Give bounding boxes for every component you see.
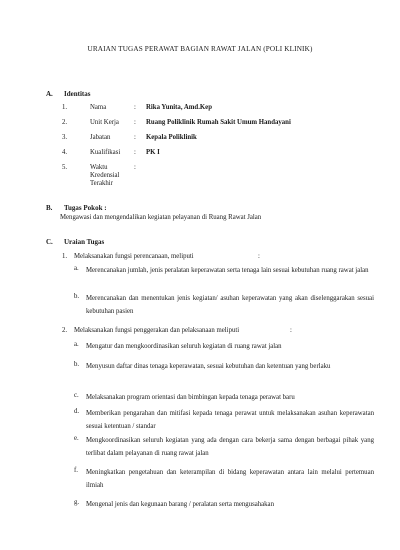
item-2-colon: :	[290, 327, 292, 334]
row-number: 4.	[62, 149, 68, 156]
item-1-number: 1.	[62, 253, 68, 260]
list-marker: b.	[74, 293, 80, 300]
item-2-text: Melaksanakan fungsi penggerakan dan pelaksanaan meliputi	[74, 327, 240, 334]
row-value: Kepala Poliklinik	[146, 134, 197, 141]
list-marker: a.	[74, 341, 79, 348]
row-value: PK I	[146, 149, 160, 156]
list-marker: g.	[74, 499, 80, 506]
document-title: URAIAN TUGAS PERAWAT BAGIAN RAWAT JALAN (POLI KLINIK)	[87, 45, 313, 53]
list-text: Merencanakan dan menentukan jenis kegiatan/ asuhan keperawatan yang akan diselenggarakan sesuai kebutuhan pasien	[86, 295, 374, 315]
list-text: Merencanakan jumlah, jenis peralatan keperawatan serta tenaga lain sesuai kebutuhan ruang rawat jalan	[86, 267, 369, 274]
row-label: Unit Kerja	[90, 119, 119, 126]
section-a-title: Identitas	[64, 90, 91, 98]
section-c-heading	[46, 238, 104, 246]
row-value: Ruang Poliklinik Rumah Sakit Umum Handayani	[146, 119, 291, 126]
row-colon: :	[134, 164, 136, 171]
list-marker: f.	[74, 467, 78, 474]
list-text: Melaksanakan program orientasi dan bimbingan kepada tenaga perawat baru	[86, 394, 295, 401]
section-c-title: Uraian Tugas	[64, 238, 105, 246]
section-b-heading	[46, 204, 107, 212]
list-marker: c.	[74, 392, 79, 399]
row-number: 5.	[62, 164, 68, 171]
list-text: Mengenal jenis dan kegunaan barang / peralatan serta mengusahakan	[86, 501, 274, 508]
row-label: Waktu Kredensial Terakhir	[90, 164, 120, 187]
row-label: Jabatan	[90, 134, 111, 141]
list-text: Mengkoordinasikan seluruh kegiatan yang ada dengan cara bekerja sama dengan berbagai pihak yang terlibat dalam pelayanan di ruang rawat jalan	[86, 437, 374, 457]
row-colon: :	[134, 134, 136, 141]
row-value: Rika Yunita, Amd.Kep	[146, 104, 212, 111]
list-marker: b.	[74, 361, 80, 368]
section-c-letter: C.	[46, 238, 53, 246]
item-2-number: 2.	[62, 327, 68, 334]
list-text: Meningkatkan pengetahuan dan keterampilan di bidang keperawatan antara lain melalui pertemuan ilmiah	[86, 469, 374, 489]
row-number: 2.	[62, 119, 68, 126]
row-label: Nama	[90, 104, 107, 111]
section-a-letter: A.	[46, 90, 53, 98]
row-colon: :	[134, 119, 136, 126]
section-b-text: Mengawasi dan mengendalikan kegiatan pelayanan di Ruang Rawat Jalan	[60, 214, 262, 221]
row-colon: :	[134, 104, 136, 111]
section-b-letter: B.	[46, 204, 53, 212]
item-1-colon: :	[258, 253, 260, 260]
list-text: Mengatur dan mengkoordinasikan seluruh kegiatan di ruang rawat jalan	[86, 343, 282, 350]
section-a-heading	[46, 90, 90, 98]
list-marker: e.	[74, 435, 79, 442]
list-text: Memberikan pengarahan dan mitifasi kepada tenaga perawat untuk melaksanakan asuhan keperawatan sesuai ketentuan / standar	[86, 410, 374, 430]
row-label: Kualifikasi	[90, 149, 121, 156]
row-number: 3.	[62, 134, 68, 141]
row-colon: :	[134, 149, 136, 156]
section-b-title: Tugas Pokok :	[64, 204, 107, 212]
list-marker: a.	[74, 265, 79, 272]
list-marker: d.	[74, 408, 80, 415]
row-number: 1.	[62, 104, 68, 111]
list-text: Menyusun daftar dinas tenaga keperawatan, sesuai kebutuhan dan ketentuan yang berlaku	[86, 363, 331, 370]
item-1-text: Melaksanakan fungsi perencanaan, meliputi	[74, 253, 194, 260]
